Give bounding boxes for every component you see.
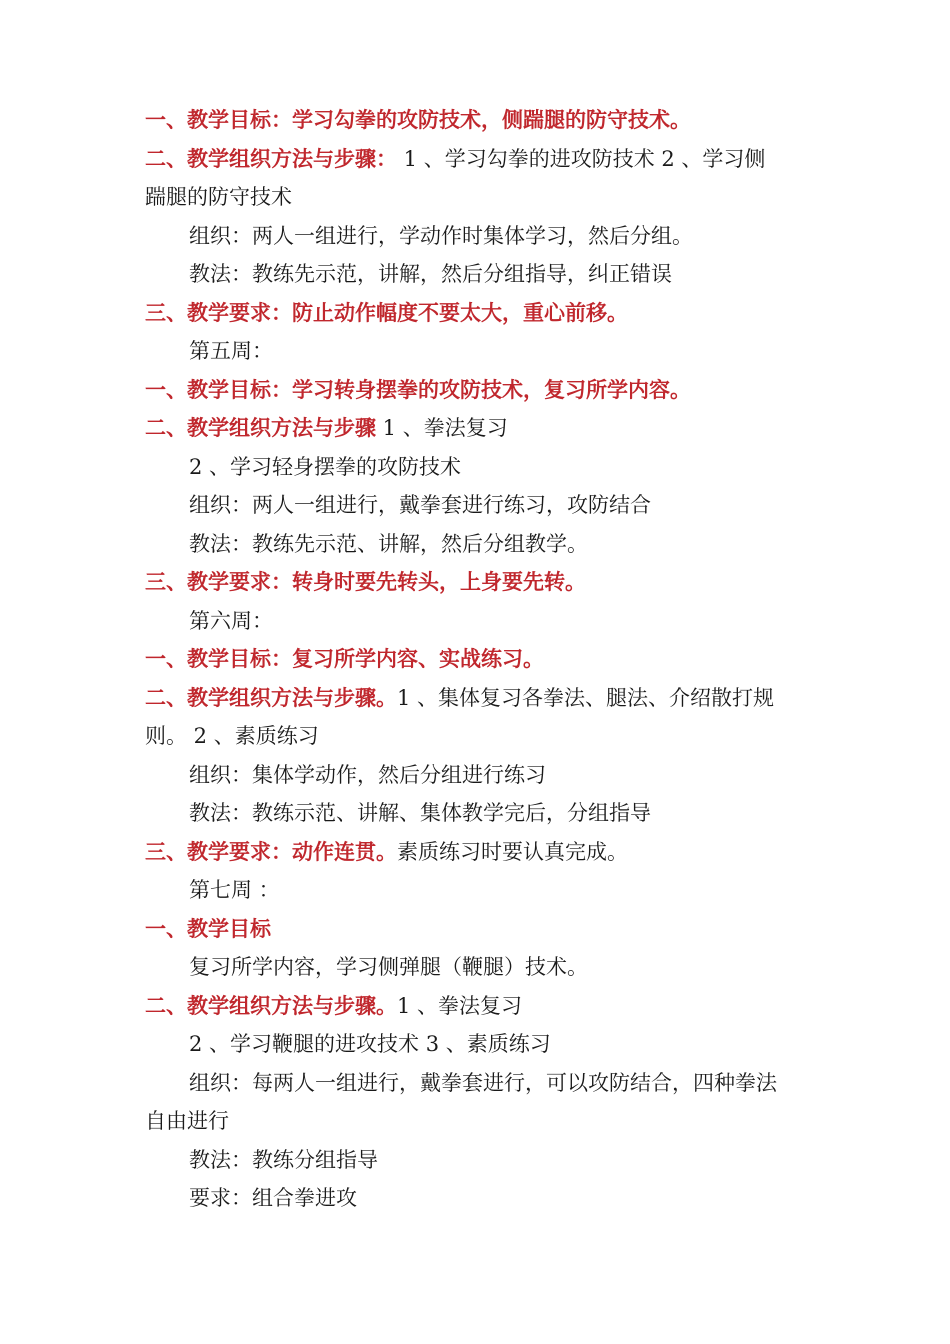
method-heading: 二、教学组织方法与步骤 <box>145 416 376 440</box>
goal-heading-week6: 一、教学目标：复习所学内容、实战练习。 <box>145 647 544 671</box>
method-line-week5 <box>145 409 825 448</box>
goal-heading-week5: 一、教学目标：学习转身摆拳的攻防技术，复习所学内容。 <box>145 377 691 402</box>
requirement-heading: 三、教学要求：转身时要先转头，上身要先转。 <box>145 570 586 594</box>
document-body <box>145 101 825 1218</box>
goal-heading-week4: 一、教学目标：学习勾拳的攻防技术，侧踹腿的防守技术。 <box>145 108 691 132</box>
teaching-method-line: 教法：教练分组指导 <box>189 1147 378 1172</box>
method-text-cont: 踹腿的防守技术 <box>145 185 292 209</box>
teaching-method-line: 教法：教练示范、讲解、集体教学完后，分组指导 <box>189 801 651 825</box>
goal-text: 复习所学内容，学习侧弹腿（鞭腿）技术。 <box>189 955 588 979</box>
goal-heading-week7: 一、教学目标 <box>145 916 271 941</box>
requirement-heading: 三、教学要求：动作连贯。 <box>145 839 397 864</box>
week-heading-6: 第六周： <box>189 608 273 633</box>
method-text: 1 、拳法复习 <box>397 993 523 1018</box>
method-line-week4 <box>145 140 825 179</box>
method-heading: 二、教学组织方法与步骤： <box>145 146 397 171</box>
week-heading-5: 第五周： <box>189 339 273 363</box>
method-heading: 二、教学组织方法与步骤。 <box>145 993 397 1018</box>
method-text: 1 、集体复习各拳法、腿法、介绍散打规 <box>397 685 775 710</box>
organization-line: 组织：每两人一组进行，戴拳套进行，可以攻防结合，四种拳法 <box>189 1070 777 1095</box>
method-text-cont: 则。 2 、素质练习 <box>145 724 319 748</box>
method-heading: 二、教学组织方法与步骤。 <box>145 685 397 710</box>
organization-line: 组织：集体学动作，然后分组进行练习 <box>189 762 546 787</box>
method-line-week6 <box>145 679 825 718</box>
organization-line: 组织：两人一组进行，学动作时集体学习，然后分组。 <box>189 223 693 248</box>
requirement-line-week6 <box>145 833 825 872</box>
requirement-line: 要求：组合拳进攻 <box>189 1186 357 1210</box>
method-text: 1 、学习勾拳的进攻防技术 2 、学习侧 <box>397 146 766 171</box>
teaching-method-line: 教法：教练先示范、讲解，然后分组教学。 <box>189 531 588 556</box>
step-line: 2 、学习轻身摆拳的攻防技术 <box>189 454 462 479</box>
requirement-heading: 三、教学要求：防止动作幅度不要太大，重心前移。 <box>145 300 628 325</box>
requirement-text: 素质练习时要认真完成。 <box>397 839 628 864</box>
method-line-week7 <box>145 987 825 1026</box>
organization-line-cont: 自由进行 <box>145 1109 229 1133</box>
organization-line: 组织：两人一组进行，戴拳套进行练习，攻防结合 <box>189 493 651 517</box>
teaching-method-line: 教法：教练先示范，讲解，然后分组指导，纠正错误 <box>189 262 672 286</box>
method-text: 1 、拳法复习 <box>376 416 508 440</box>
week-heading-7: 第七周 ： <box>189 878 280 902</box>
step-line: 2 、学习鞭腿的进攻技术 3 、素质练习 <box>189 1032 551 1056</box>
